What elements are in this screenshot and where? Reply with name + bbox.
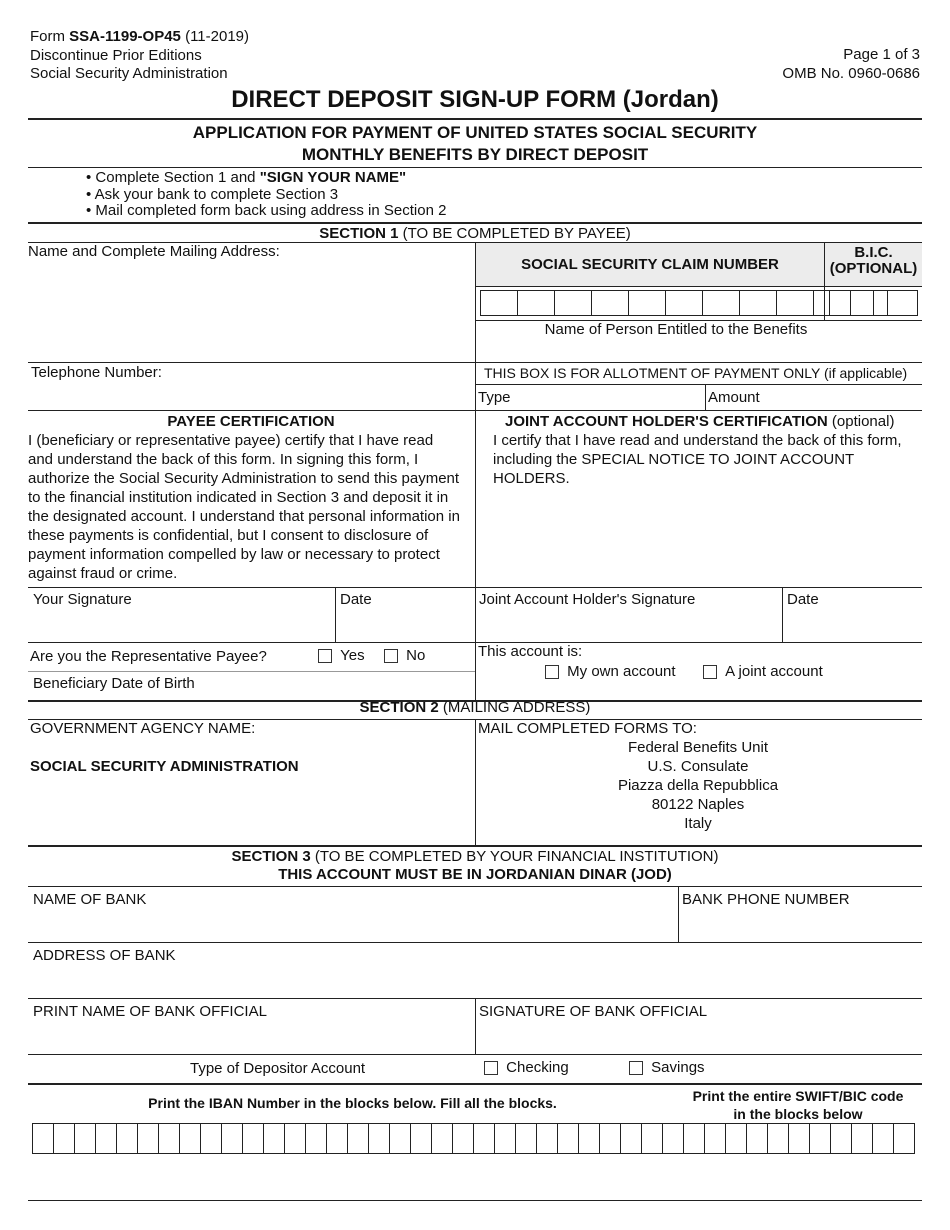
subtitle-divider (28, 167, 922, 168)
payee-cert-line: to the financial institution indicated in Section 3 and deposit it in (28, 489, 449, 506)
gov-agency-label: GOVERNMENT AGENCY NAME: (30, 720, 256, 737)
checking-label: Checking (506, 1059, 569, 1076)
section1-top-border (28, 222, 922, 224)
savings-label: Savings (651, 1059, 705, 1076)
iban-box[interactable] (536, 1123, 558, 1154)
claim-digit-box[interactable] (665, 290, 703, 316)
telephone-row-top (28, 362, 922, 363)
payee-certification-text (28, 431, 476, 583)
iban-box[interactable] (284, 1123, 306, 1154)
bank-name-label: NAME OF BANK (33, 891, 147, 908)
iban-box[interactable] (200, 1123, 222, 1154)
joint-cert-title-text: JOINT ACCOUNT HOLDER'S CERTIFICATION (505, 413, 828, 430)
beneficiary-dob-label: Beneficiary Date of Birth (33, 675, 195, 692)
joint-account-checkbox[interactable] (703, 665, 717, 679)
checking-option[interactable] (484, 1059, 569, 1076)
title-divider (28, 118, 922, 120)
rep-payee-yes-option[interactable] (318, 647, 365, 664)
joint-date-field[interactable] (785, 610, 920, 640)
official-signature-label: SIGNATURE OF BANK OFFICIAL (479, 1003, 708, 1020)
instruction-item-3: • Mail completed form back using address in Section 2 (86, 202, 447, 219)
form-number: SSA-1199-OP45 (69, 28, 181, 45)
claim-number-label: SOCIAL SECURITY CLAIM NUMBER (521, 256, 779, 273)
payee-cert-line: the designated account. I understand that personal information in (28, 508, 460, 525)
rep-payee-no-checkbox[interactable] (384, 649, 398, 663)
form-number-line (30, 28, 249, 47)
iban-box[interactable] (158, 1123, 180, 1154)
iban-box[interactable] (305, 1123, 327, 1154)
form-date: (11-2019) (180, 28, 249, 45)
telephone-label: Telephone Number: (31, 364, 162, 381)
subtitle-line-2: MONTHLY BENEFITS BY DIRECT DEPOSIT (301, 145, 649, 164)
claim-digit-box[interactable] (776, 290, 814, 316)
section1-heading (0, 225, 950, 242)
savings-option[interactable] (629, 1059, 705, 1076)
section1-lower-column-divider (475, 587, 476, 700)
joint-date-divider (782, 587, 783, 642)
iban-box[interactable] (137, 1123, 159, 1154)
entitled-person-label: Name of Person Entitled to the Benefits (544, 321, 808, 338)
your-signature-label: Your Signature (33, 591, 132, 608)
page-info (782, 46, 920, 83)
claim-digit-box[interactable] (480, 290, 518, 316)
own-account-checkbox[interactable] (545, 665, 559, 679)
iban-section-top (28, 1083, 922, 1085)
joint-account-option[interactable] (703, 663, 823, 680)
bank-phone-field[interactable] (681, 910, 919, 940)
allotment-label: THIS BOX IS FOR ALLOTMENT OF PAYMENT ONLY (if applicable) (484, 365, 908, 381)
claim-number-boxes[interactable] (480, 290, 887, 316)
allotment-amount-label: Amount (708, 389, 760, 406)
instruction-item-1-text: • Complete Section 1 and (86, 169, 260, 186)
joint-cert-optional: (optional) (827, 413, 895, 430)
section3-heading-line (0, 848, 950, 866)
rep-payee-no-option[interactable] (384, 647, 425, 664)
mailing-address (548, 738, 848, 833)
iban-box[interactable] (326, 1123, 348, 1154)
bank-name-field[interactable] (30, 910, 670, 940)
allotment-amount-field[interactable] (765, 386, 920, 408)
bic-box[interactable] (829, 290, 874, 316)
iban-box[interactable] (578, 1123, 600, 1154)
swift-instruction-line-1: Print the entire SWIFT/BIC code (692, 1088, 904, 1104)
official-divider (475, 998, 476, 1054)
beneficiary-dob-field[interactable] (205, 674, 470, 696)
section2-column-divider (475, 719, 476, 845)
claim-digit-box[interactable] (628, 290, 666, 316)
bic-boxes[interactable] (829, 290, 917, 316)
joint-cert-line: I certify that I have read and understand the back of this form, (493, 432, 902, 449)
section2-heading (0, 699, 950, 716)
bank-address-field[interactable] (30, 966, 920, 996)
claim-digit-box[interactable] (517, 290, 555, 316)
bic-label-line-1: B.I.C. (854, 244, 893, 261)
instructions-list (86, 170, 446, 220)
telephone-field[interactable] (28, 382, 474, 410)
iban-box[interactable] (221, 1123, 243, 1154)
swift-box[interactable] (872, 1123, 894, 1154)
section1-heading-label: SECTION 1 (319, 225, 399, 242)
swift-box[interactable] (725, 1123, 747, 1154)
payee-cert-line: I (beneficiary or representative payee) certify that I have read (28, 432, 434, 449)
iban-instruction: Print the IBAN Number in the blocks below. Fill all the blocks. (148, 1095, 557, 1111)
section3-heading-note: (TO BE COMPLETED BY YOUR FINANCIAL INSTITUTION) (310, 848, 719, 865)
iban-box[interactable] (599, 1123, 621, 1154)
no-label: No (406, 647, 426, 664)
payee-cert-line: against fraud or crime. (28, 565, 178, 582)
payee-cert-line: authorize the Social Security Administration to send this payment (28, 470, 460, 487)
certification-row-top (28, 410, 922, 411)
swift-box[interactable] (683, 1123, 705, 1154)
official-name-label: PRINT NAME OF BANK OFFICIAL (33, 1003, 267, 1020)
iban-box[interactable] (116, 1123, 138, 1154)
claim-digit-box[interactable] (702, 290, 740, 316)
iban-box[interactable] (179, 1123, 201, 1154)
account-is-label: This account is: (478, 643, 583, 660)
bank-address-top (28, 942, 922, 943)
swift-instruction (676, 1087, 920, 1123)
type-amount-divider (705, 384, 706, 410)
bank-phone-divider (678, 886, 679, 942)
address-line: Federal Benefits Unit (627, 739, 769, 756)
bic-label (825, 245, 922, 277)
claim-digit-box[interactable] (739, 290, 777, 316)
iban-box[interactable] (74, 1123, 96, 1154)
iban-box[interactable] (473, 1123, 495, 1154)
currency-notice: THIS ACCOUNT MUST BE IN JORDANIAN DINAR (JOD) (278, 866, 672, 883)
iban-box[interactable] (620, 1123, 642, 1154)
iban-box[interactable] (32, 1123, 54, 1154)
joint-signature-label: Joint Account Holder's Signature (479, 591, 696, 608)
rep-payee-question: Are you the Representative Payee? (30, 648, 267, 665)
depositor-row-top (28, 1054, 922, 1055)
swift-box[interactable] (767, 1123, 789, 1154)
mail-to-label: MAIL COMPLETED FORMS TO: (478, 720, 697, 737)
swift-box[interactable] (893, 1123, 915, 1154)
joint-signature-field[interactable] (478, 610, 778, 640)
section3-heading-divider (28, 886, 922, 887)
signature-date-divider (335, 587, 336, 642)
section3-heading (0, 848, 950, 884)
own-account-label: My own account (567, 663, 676, 680)
allotment-type-label: Type (478, 389, 511, 406)
claim-digit-box[interactable] (591, 290, 629, 316)
sign-your-name-emphasis: "SIGN YOUR NAME" (259, 169, 407, 186)
checking-checkbox[interactable] (484, 1061, 498, 1075)
iban-box[interactable] (263, 1123, 285, 1154)
swift-box[interactable] (809, 1123, 831, 1154)
claim-header-bottom (476, 286, 922, 287)
beneficiary-dob-divider (28, 671, 475, 672)
signature-date-label: Date (340, 591, 372, 608)
claim-digit-box[interactable] (554, 290, 592, 316)
iban-box[interactable] (452, 1123, 474, 1154)
bank-address-label: ADDRESS OF BANK (33, 947, 176, 964)
omb-number: OMB No. 0960-0686 (782, 64, 920, 82)
depositor-type-label: Type of Depositor Account (190, 1060, 366, 1077)
section1-heading-note: (TO BE COMPLETED BY PAYEE) (398, 225, 631, 242)
swift-box[interactable] (746, 1123, 768, 1154)
discontinue-notice: Discontinue Prior Editions (30, 46, 202, 64)
swift-box[interactable] (851, 1123, 873, 1154)
address-line: Piazza della Repubblica (617, 777, 779, 794)
subtitle-line-1: APPLICATION FOR PAYMENT OF UNITED STATES SOCIAL SECURITY (192, 123, 758, 142)
iban-box[interactable] (515, 1123, 537, 1154)
page-title: DIRECT DEPOSIT SIGN-UP FORM (Jordan) (231, 86, 719, 113)
section3-top-border (28, 845, 922, 847)
iban-box[interactable] (431, 1123, 453, 1154)
section2-heading-label: SECTION 2 (359, 699, 439, 716)
entitled-person-field[interactable] (476, 340, 922, 362)
section3-heading-label: SECTION 3 (231, 848, 311, 865)
iban-box[interactable] (410, 1123, 432, 1154)
joint-certification-text (493, 431, 902, 488)
swift-instruction-line-2: in the blocks below (733, 1106, 863, 1122)
address-line: 80122 Naples (651, 796, 745, 813)
bic-box[interactable] (873, 290, 918, 316)
swift-box[interactable] (704, 1123, 726, 1154)
form-prefix: Form (30, 28, 70, 45)
joint-cert-line: HOLDERS. (493, 470, 570, 487)
subtitle (0, 122, 950, 166)
joint-cert-line: including the SPECIAL NOTICE TO JOINT ACCOUNT (493, 451, 855, 468)
iban-box[interactable] (662, 1123, 684, 1154)
instruction-item-2: • Ask your bank to complete Section 3 (86, 185, 339, 203)
iban-box[interactable] (641, 1123, 663, 1154)
iban-boxes[interactable] (32, 1123, 683, 1154)
page-bottom-rule (28, 1200, 922, 1201)
name-address-label: Name and Complete Mailing Address: (28, 243, 280, 260)
iban-box[interactable] (494, 1123, 516, 1154)
payee-certification-title: PAYEE CERTIFICATION (167, 413, 335, 430)
savings-checkbox[interactable] (629, 1061, 643, 1075)
iban-box[interactable] (53, 1123, 75, 1154)
section2-heading-note: (MAILING ADDRESS) (438, 699, 591, 716)
official-name-field[interactable] (30, 1022, 470, 1052)
rep-payee-yes-checkbox[interactable] (318, 649, 332, 663)
iban-box[interactable] (95, 1123, 117, 1154)
joint-date-label: Date (787, 591, 819, 608)
signature-row-bottom (28, 642, 922, 643)
bank-phone-label: BANK PHONE NUMBER (682, 891, 850, 908)
allotment-divider (476, 384, 922, 385)
agency-name: Social Security Administration (30, 65, 228, 82)
iban-box[interactable] (557, 1123, 579, 1154)
payee-cert-line: payment information compelled by law or necessary to protect (28, 546, 440, 563)
iban-box[interactable] (368, 1123, 390, 1154)
swift-box[interactable] (830, 1123, 852, 1154)
bic-label-line-2: (OPTIONAL) (829, 260, 918, 277)
form-id-header (30, 28, 249, 84)
swift-box[interactable] (788, 1123, 810, 1154)
instruction-item-1 (86, 170, 446, 187)
page-number: Page 1 of 3 (843, 46, 920, 63)
iban-box[interactable] (389, 1123, 411, 1154)
own-account-option[interactable] (545, 663, 676, 680)
payee-cert-line: these payments is confidential, but I consent to disclosure of (28, 527, 429, 544)
iban-box[interactable] (242, 1123, 264, 1154)
payee-cert-line: and understand the back of this form. In signing this form, I (28, 451, 419, 468)
address-line: U.S. Consulate (647, 758, 749, 775)
address-line: Italy (684, 815, 712, 832)
iban-box[interactable] (347, 1123, 369, 1154)
name-address-field[interactable] (28, 262, 474, 362)
joint-certification-title (505, 413, 894, 430)
allotment-type-field[interactable] (515, 386, 703, 408)
official-signature-field[interactable] (478, 1022, 918, 1052)
joint-account-label: A joint account (725, 663, 823, 680)
gov-agency-value: SOCIAL SECURITY ADMINISTRATION (30, 758, 299, 775)
yes-label: Yes (340, 647, 365, 664)
signature-date-field[interactable] (338, 610, 472, 640)
swift-boxes[interactable] (683, 1123, 914, 1154)
your-signature-field[interactable] (30, 610, 330, 640)
